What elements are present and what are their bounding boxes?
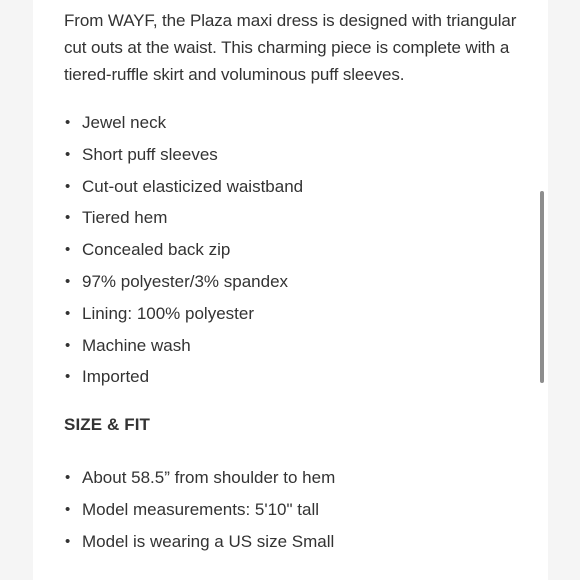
- feature-text: Jewel neck: [82, 113, 167, 132]
- size-fit-heading: SIZE & FIT: [64, 415, 150, 434]
- bullet-icon: •: [65, 500, 71, 518]
- bullet-icon: •: [65, 532, 71, 550]
- bullet-icon: •: [65, 368, 71, 386]
- list-item: [64, 494, 335, 526]
- feature-text: Machine wash: [82, 335, 191, 355]
- bullet-icon: •: [65, 177, 71, 195]
- vertical-scrollbar[interactable]: [540, 191, 544, 383]
- features-list: [64, 107, 303, 393]
- list-item: [64, 202, 303, 234]
- list-item: [64, 139, 303, 171]
- bullet-icon: •: [65, 145, 71, 163]
- product-description: From WAYF, the Plaza maxi dress is designed with triangular cut outs at the waist. This charming piece is complete with a tiered-ruffle skirt and voluminous puff sleeves.: [64, 11, 517, 84]
- fit-text: Model measurements: 5'10" tall: [82, 499, 320, 519]
- feature-text: Concealed back zip: [82, 240, 231, 260]
- feature-text: Lining: 100% polyester: [82, 303, 255, 323]
- list-item: [64, 298, 303, 330]
- bullet-icon: •: [65, 469, 71, 486]
- list-item: [64, 107, 303, 139]
- list-item: [64, 462, 335, 494]
- list-item: [64, 234, 303, 266]
- list-item: [64, 330, 303, 362]
- bullet-icon: •: [65, 114, 71, 131]
- fit-text: About 58.5” from shoulder to hem: [82, 468, 336, 487]
- list-item: [64, 526, 335, 558]
- feature-text: Cut-out elasticized waistband: [82, 176, 304, 196]
- bullet-icon: •: [65, 304, 71, 322]
- bullet-icon: •: [65, 272, 71, 290]
- feature-text: Imported: [82, 367, 150, 387]
- list-item: [64, 171, 303, 203]
- feature-text: Tiered hem: [82, 208, 168, 228]
- product-details-panel: [33, 0, 548, 580]
- feature-text: Short puff sleeves: [82, 144, 218, 164]
- bullet-icon: •: [65, 336, 71, 354]
- feature-text: 97% polyester/3% spandex: [82, 271, 289, 291]
- size-fit-list: [64, 462, 335, 557]
- fit-text: Model is wearing a US size Small: [82, 531, 335, 551]
- list-item: [64, 361, 303, 393]
- bullet-icon: •: [65, 241, 71, 259]
- bullet-icon: •: [65, 209, 71, 227]
- list-item: [64, 266, 303, 298]
